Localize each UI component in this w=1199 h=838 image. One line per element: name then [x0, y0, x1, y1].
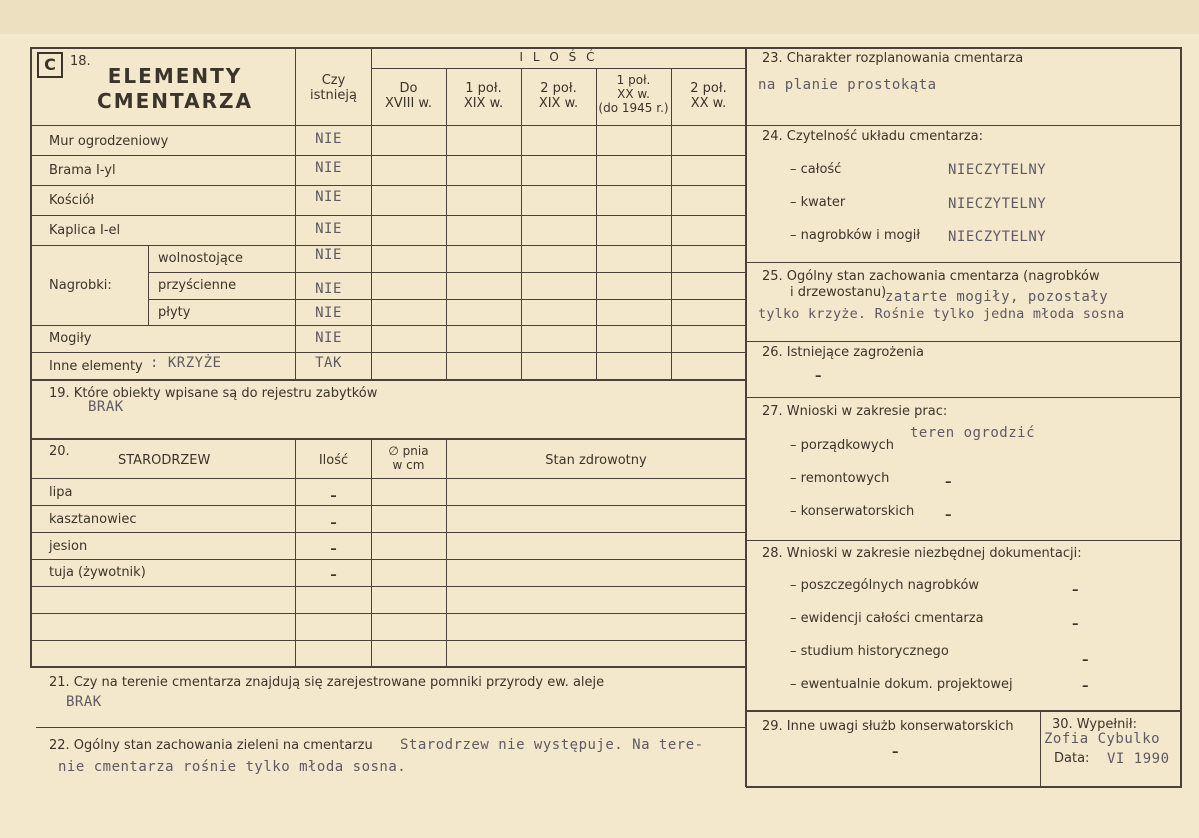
frame-top-left — [30, 47, 746, 49]
wcm-text: w cm — [392, 457, 425, 472]
period-header-2xx — [671, 82, 746, 112]
period-line: 2 poł. — [540, 81, 577, 96]
s21-value: BRAK — [66, 694, 102, 710]
row-line — [30, 245, 746, 246]
s24-bottom — [746, 262, 1182, 263]
s20-bottom — [30, 666, 746, 668]
period-line: Do — [399, 81, 418, 96]
section-letter: C — [37, 52, 63, 78]
s21-bottom — [36, 727, 746, 728]
mogily-label: Mogiły — [49, 331, 92, 346]
s20-header-stan: Stan zdrowotny — [545, 453, 647, 468]
diameter-icon: ∅ — [388, 444, 399, 458]
s27-item-value: – — [945, 508, 952, 523]
row-line — [30, 505, 746, 506]
element-value: NIE — [315, 131, 342, 147]
czy-istnieja-line1: Czy — [321, 73, 346, 88]
ilosc-underline — [371, 68, 746, 69]
nagrobki-type: płyty — [158, 305, 191, 320]
element-label: Kościół — [49, 193, 95, 208]
s18-col-3 — [521, 68, 522, 380]
tree-qty: – — [330, 516, 337, 531]
nagrobki-label: Nagrobki: — [49, 278, 112, 293]
element-value: NIE — [315, 221, 342, 237]
period-header-1xix — [446, 82, 521, 112]
period-line: (do 1945 r.) — [598, 100, 669, 115]
s18-number: 18. — [70, 54, 91, 69]
s29-value: – — [892, 745, 899, 760]
s27-item-value: teren ogrodzić — [910, 425, 1036, 441]
element-value: NIE — [315, 160, 342, 176]
mogily-value: NIE — [315, 330, 342, 346]
s28-item-label: – ewentualnie dokum. projektowej — [790, 677, 1013, 692]
nagrobki-type: wolnostojące — [158, 251, 243, 266]
tree-name: jesion — [49, 539, 88, 554]
row-line — [30, 155, 746, 156]
tree-qty: – — [330, 542, 337, 557]
s24-item-value: NIECZYTELNY — [948, 229, 1047, 245]
period-line: 1 poł. — [465, 81, 502, 96]
s24-item-value: NIECZYTELNY — [948, 162, 1047, 178]
period-line: 1 poł. — [616, 73, 651, 87]
tree-qty: – — [330, 568, 337, 583]
s24-item-label: – nagrobków i mogił — [790, 228, 921, 243]
inne-label: Inne elementy — [49, 359, 143, 374]
s24-item-value: NIECZYTELNY — [948, 196, 1047, 212]
s28-item-value: – — [1082, 653, 1089, 668]
s18-bottom — [30, 379, 746, 381]
s22-label: 22. Ogólny stan zachowania zieleni na cmentarzu — [49, 738, 373, 753]
s18-title-line2: CMENTARZA — [97, 89, 253, 113]
element-label: Kaplica I-el — [49, 223, 121, 238]
s20-header-starodrzew: STARODRZEW — [118, 453, 211, 468]
period-header-1xx — [596, 74, 671, 115]
s20-header-ilosc: Ilość — [318, 453, 349, 468]
period-line: XIX w. — [538, 95, 579, 111]
s26-value: – — [815, 369, 822, 384]
s28-item-value: – — [1072, 583, 1079, 598]
row-line — [30, 613, 746, 614]
inne-typed: : KRZYŻE — [150, 355, 222, 371]
s28-label: 28. Wnioski w zakresie niezbędnej dokumentacji: — [762, 546, 1082, 561]
s18-title — [80, 64, 270, 114]
tree-qty: – — [330, 489, 337, 504]
row-line — [30, 215, 746, 216]
s24-item-label: – całość — [790, 162, 842, 177]
s23-bottom — [746, 125, 1182, 126]
s25-label-line1: 25. Ogólny stan zachowania cmentarza (nagrobków — [762, 269, 1100, 284]
s28-item-label: – studium historycznego — [790, 644, 949, 659]
s23-value: na planie prostokąta — [758, 77, 937, 93]
s19-value: BRAK — [88, 399, 124, 415]
s20-col-stan — [446, 438, 447, 667]
s27-item-label: – porządkowych — [790, 438, 894, 453]
s22-value-line1: Starodrzew nie występuje. Na tere- — [400, 737, 704, 753]
czy-istnieja-line2: istnieją — [310, 87, 357, 103]
s28-item-label: – ewidencji całości cmentarza — [790, 611, 984, 626]
s29-s30-divider — [1040, 710, 1041, 787]
s20-number: 20. — [49, 444, 70, 459]
s18-title-line1: ELEMENTY — [107, 64, 243, 88]
inne-value: TAK — [315, 355, 342, 371]
s28-item-value: – — [1082, 679, 1089, 694]
s27-bottom — [746, 540, 1182, 541]
nagrobki-divider — [148, 245, 149, 325]
s27-item-value: – — [945, 475, 952, 490]
nagrobki-value: NIE — [315, 281, 342, 297]
nagrobki-type: przyścienne — [158, 278, 237, 293]
row-line — [30, 532, 746, 533]
s28-item-label: – poszczególnych nagrobków — [790, 578, 980, 593]
s18-header-bottom — [30, 125, 746, 126]
tree-name: tuja (żywotnik) — [49, 565, 146, 580]
s19-label: 19. Które obiekty wpisane są do rejestru zabytków — [49, 386, 378, 401]
element-value: NIE — [315, 189, 342, 205]
s30-label: 30. Wypełnił: — [1052, 717, 1137, 732]
s26-bottom — [746, 397, 1182, 398]
s26-label: 26. Istniejące zagrożenia — [762, 345, 924, 360]
s25-value-line2: tylko krzyże. Rośnie tylko jedna młoda sosna — [758, 306, 1125, 322]
row-line — [148, 272, 746, 273]
s24-item-label: – kwater — [790, 195, 846, 210]
s29-label: 29. Inne uwagi służb konserwatorskich — [762, 719, 1014, 734]
s23-label: 23. Charakter rozplanowania cmentarza — [762, 51, 1024, 66]
s30-date: VI 1990 — [1107, 751, 1170, 767]
s30-date-label: Data: — [1054, 751, 1090, 766]
row-line — [30, 559, 746, 560]
period-line: XX w. — [690, 95, 727, 111]
s27-item-label: – remontowych — [790, 471, 890, 486]
s18-col-5 — [671, 68, 672, 380]
s22-value-line2: nie cmentarza rośnie tylko młoda sosna. — [58, 759, 407, 775]
period-line: XVIII w. — [384, 95, 432, 111]
s25-bottom — [746, 341, 1182, 342]
row-line — [30, 185, 746, 186]
frame-top-right — [746, 47, 1182, 49]
nagrobki-value: NIE — [315, 305, 342, 321]
period-line: 2 poł. — [690, 81, 727, 96]
period-line: XX w. — [617, 86, 650, 101]
s21-label: 21. Czy na terenie cmentarza znajdują się zarejestrowane pomniki przyrody ew. aleje — [49, 675, 605, 690]
s20-header-bottom — [30, 478, 746, 479]
s28-bottom — [746, 710, 1182, 712]
row-line — [30, 640, 746, 641]
ilosc-header: I L O Ś Ć — [519, 50, 598, 64]
card-top-edge — [0, 0, 1199, 34]
period-header-xviii — [371, 82, 446, 112]
frame-bottom-right — [746, 786, 1182, 788]
tree-name: kasztanowiec — [49, 512, 137, 527]
frame-left — [30, 47, 32, 667]
s27-item-label: – konserwatorskich — [790, 504, 915, 519]
s20-header-pnia — [371, 445, 446, 473]
nagrobki-value: NIE — [315, 247, 342, 263]
element-label: Mur ogrodzeniowy — [49, 134, 169, 149]
row-line — [30, 325, 746, 326]
row-line — [148, 299, 746, 300]
frame-right — [1180, 47, 1182, 787]
czy-istnieja-header — [296, 74, 371, 104]
s24-label: 24. Czytelność układu cmentarza: — [762, 129, 984, 144]
period-header-2xix — [521, 82, 596, 112]
s30-name: Zofia Cybulko — [1044, 731, 1161, 747]
s18-col-2 — [446, 68, 447, 380]
period-line: XIX w. — [463, 95, 504, 111]
s25-label-line2: i drzewostanu) — [790, 285, 887, 300]
row-line — [30, 586, 746, 587]
row-line — [30, 352, 746, 353]
s19-bottom — [30, 438, 746, 440]
s27-label: 27. Wnioski w zakresie prac: — [762, 404, 948, 419]
s25-value-line1: zatarte mogiły, pozostały — [885, 289, 1109, 305]
tree-name: lipa — [49, 485, 73, 500]
pnia-text: pnia — [402, 444, 429, 458]
element-label: Brama I-yl — [49, 163, 116, 178]
s28-item-value: – — [1072, 617, 1079, 632]
frame-middle — [745, 47, 747, 787]
